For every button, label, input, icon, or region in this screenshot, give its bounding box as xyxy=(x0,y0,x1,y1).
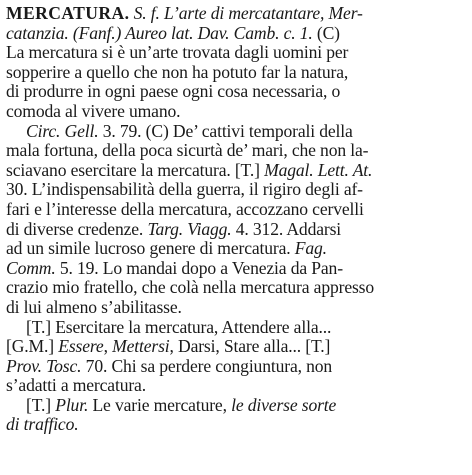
entry-line xyxy=(6,415,466,435)
entry-line xyxy=(6,259,466,279)
text-segment: 4. 312. Addarsi xyxy=(231,218,342,239)
text-segment: Fag. xyxy=(294,238,327,259)
entry-line xyxy=(6,141,466,161)
headword: MERCATURA. xyxy=(6,3,130,23)
entry-line xyxy=(6,102,466,122)
entry-line xyxy=(6,180,466,200)
text-segment: (C) xyxy=(312,22,340,43)
text-segment: mala fortuna, della poca sicurtà de’ mari, che non la- xyxy=(6,140,369,161)
text-segment: Circ. Gell. xyxy=(26,120,99,141)
entry-line xyxy=(6,63,466,83)
entry-line xyxy=(6,376,466,396)
text-segment: Magal. Lett. At. xyxy=(264,159,373,180)
entry-line xyxy=(6,278,466,298)
text-segment: Targ. Viagg. xyxy=(147,218,232,239)
entry-line xyxy=(6,357,466,377)
entry-text xyxy=(6,4,466,435)
text-segment: , Darsi, Stare alla... [T.] xyxy=(169,336,331,357)
text-segment: di diverse credenze. xyxy=(6,218,148,239)
text-segment: Essere xyxy=(58,336,104,357)
text-segment: [G.M.] xyxy=(6,336,59,357)
text-segment: , xyxy=(103,336,113,357)
entry-line xyxy=(6,220,466,240)
text-segment: sopperire a quello che non ha potuto far la natura, xyxy=(6,61,349,82)
text-segment: Plur. xyxy=(55,394,89,415)
text-segment: di produrre in ogni paese ogni cosa necessaria, o xyxy=(6,81,341,102)
text-segment: [T.] xyxy=(26,394,56,415)
text-segment: di traffico. xyxy=(6,414,79,435)
text-segment: S. f. L’arte di mercatantare, Mer- xyxy=(133,3,363,23)
text-segment: Mettersi xyxy=(112,336,170,357)
entry-line xyxy=(6,4,466,24)
entry-line xyxy=(6,298,466,318)
entry-line xyxy=(6,82,466,102)
text-segment: ad un simile lucroso genere di mercatura. xyxy=(6,238,295,259)
entry-line xyxy=(6,239,466,259)
text-segment: 70. Chi sa perdere congiuntura, non xyxy=(81,355,333,376)
text-segment: Le varie mercature, xyxy=(88,394,232,415)
entry-line xyxy=(6,318,466,338)
text-segment: comoda al vivere umano. xyxy=(6,100,181,121)
entry-line xyxy=(6,24,466,44)
entry-line xyxy=(6,396,466,416)
text-segment: di lui almeno s’abilitasse. xyxy=(6,296,182,317)
entry-line xyxy=(6,122,466,142)
entry-line xyxy=(6,161,466,181)
entry-line xyxy=(6,337,466,357)
text-segment: 5. 19. Lo mandai dopo a Venezia da Pan- xyxy=(55,257,343,278)
text-segment: La mercatura si è un’arte trovata dagli uomini per xyxy=(6,42,349,63)
text-segment: 30. L’indispensabilità della guerra, il rigiro degli af- xyxy=(6,179,363,200)
text-segment: s’adatti a mercatura. xyxy=(6,375,146,396)
text-segment: Prov. Tosc. xyxy=(6,355,82,376)
text-segment: Comm. xyxy=(6,257,56,278)
text-segment: sciavano esercitare la mercatura. [T.] xyxy=(6,159,265,180)
entry-line xyxy=(6,43,466,63)
text-segment: le diverse sorte xyxy=(231,394,337,415)
text-segment: 3. 79. (C) De’ cattivi temporali della xyxy=(98,120,353,141)
text-segment: fari e l’interesse della mercatura, accozzano cervelli xyxy=(6,198,364,219)
text-segment: [T.] Esercitare la mercatura, Attendere alla... xyxy=(26,316,332,337)
text-segment: catanzia. (Fanf.) Aureo lat. Dav. Camb. c. 1. xyxy=(6,22,313,43)
text-segment: crazio mio fratello, che colà nella mercatura appresso xyxy=(6,277,375,298)
entry-line xyxy=(6,200,466,220)
